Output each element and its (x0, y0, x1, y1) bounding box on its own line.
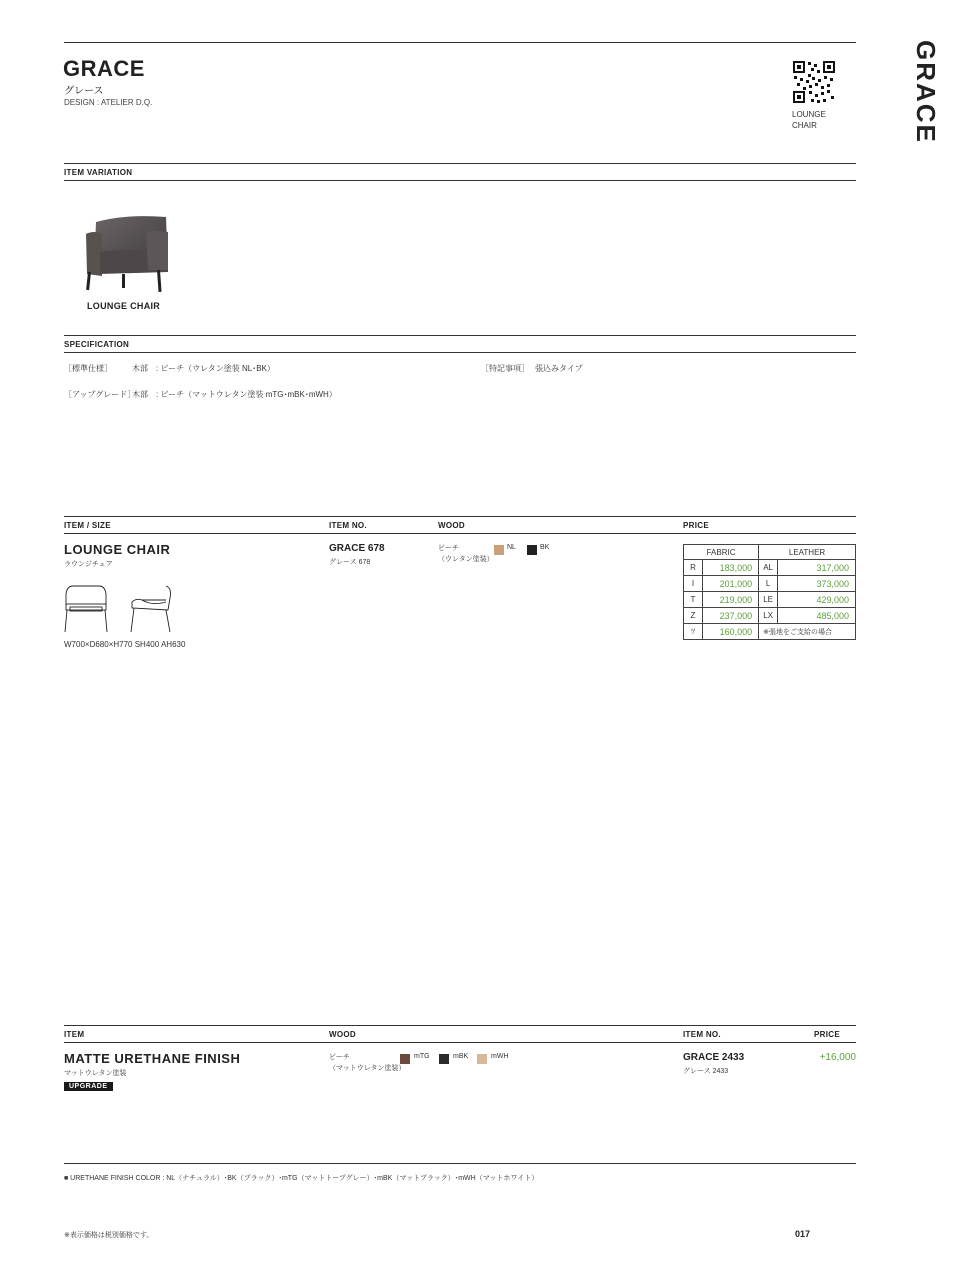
product-item-no: GRACE 678 (329, 543, 385, 554)
header-wood: WOOD (438, 521, 465, 530)
spec-upgrade-tag: ［アップグレード］ (64, 390, 136, 399)
price-table (683, 544, 856, 640)
urethane-color-note: ■ URETHANE FINISH COLOR : NL（ナチュラル）･BK（ブラック）･mTG（マットトープグレー）･mBK（マットブラック）･mWH（マットホワイト） (64, 1175, 539, 1182)
side-title: GRACE (911, 40, 941, 144)
price-row (684, 592, 856, 608)
qr-caption (792, 109, 826, 131)
leather-price: 485,000 (778, 608, 856, 624)
price-row (684, 608, 856, 624)
fabric-price: 237,000 (703, 608, 759, 624)
product-size: W700×D680×H770 SH400 AH630 (64, 640, 186, 649)
special-code: ﾂ (684, 624, 703, 640)
wood-swatch-nl (494, 545, 504, 555)
product-item-no-kana: グレース 678 (329, 559, 371, 566)
spec-upgrade-text: 木部 : ビーチ（マットウレタン塗装 mTG･mBK･mWH） (132, 390, 337, 399)
product-name: LOUNGE CHAIR (64, 542, 171, 557)
page-number: 017 (795, 1229, 811, 1239)
product-wood-line1: ビーチ (438, 545, 459, 552)
upgrade-name: MATTE URETHANE FINISH (64, 1051, 241, 1066)
special-price: 160,000 (703, 624, 759, 640)
price-row-special (684, 624, 856, 640)
wood-swatch-mwh (477, 1054, 487, 1064)
leather-code: LE (759, 592, 778, 608)
product-header-rule (64, 533, 856, 534)
fabric-header: FABRIC (684, 545, 759, 560)
variation-item-label[interactable]: LOUNGE CHAIR (87, 301, 161, 311)
page-title: GRACE (63, 56, 145, 81)
upgrade-item-no: GRACE 2433 (683, 1052, 745, 1063)
leather-price: 373,000 (778, 576, 856, 592)
wood-code-bk: BK (540, 544, 550, 551)
footer-rule (64, 1163, 856, 1164)
fabric-code: T (684, 592, 703, 608)
spec-standard-tag: ［標準仕様］ (64, 364, 112, 373)
spec-notes-text: 張込みタイプ (535, 364, 583, 373)
wood-code-mtg: mTG (414, 1053, 430, 1060)
upgrade-header-wood: WOOD (329, 1030, 356, 1039)
leather-code: AL (759, 560, 778, 576)
upgrade-header-item-no: ITEM NO. (683, 1030, 721, 1039)
lounge-chair-photo[interactable] (84, 212, 170, 294)
product-wood-line2: （ウレタン塗装） (438, 556, 494, 563)
fabric-code: Z (684, 608, 703, 624)
spec-top-rule (64, 335, 856, 336)
product-top-rule (64, 516, 856, 517)
fabric-code: R (684, 560, 703, 576)
designer-credit: DESIGN : ATELIER D.Q. (64, 98, 153, 107)
qr-caption-line2: CHAIR (792, 121, 817, 130)
leather-price: 429,000 (778, 592, 856, 608)
leather-header: LEATHER (759, 545, 856, 560)
wood-swatch-mbk (439, 1054, 449, 1064)
wood-swatch-bk (527, 545, 537, 555)
wood-swatch-mtg (400, 1054, 410, 1064)
upgrade-wood-line2: （マットウレタン塗装） (329, 1065, 406, 1072)
upgrade-item-no-kana: グレース 2433 (683, 1068, 729, 1075)
leather-price: 317,000 (778, 560, 856, 576)
wood-code-mwh: mWH (491, 1053, 509, 1060)
spec-standard-text: 木部 : ビーチ（ウレタン塗装 NL･BK） (132, 364, 275, 373)
header-item-size: ITEM / SIZE (64, 521, 111, 530)
upgrade-price: +16,000 (819, 1052, 856, 1063)
qr-caption-line1: LOUNGE (792, 110, 826, 119)
upgrade-header-price: PRICE (814, 1030, 840, 1039)
product-name-kana: ラウンジチェア (64, 561, 113, 568)
special-note: ※張地をご支給の場合 (759, 624, 856, 640)
item-variation-heading: ITEM VARIATION (64, 168, 133, 177)
upgrade-top-rule (64, 1025, 856, 1026)
wood-code-nl: NL (507, 544, 516, 551)
specification-heading: SPECIFICATION (64, 340, 130, 349)
upgrade-name-kana: マットウレタン塗装 (64, 1070, 127, 1077)
upgrade-wood-line1: ビーチ (329, 1054, 350, 1061)
qr-code-icon[interactable] (792, 60, 836, 104)
upgrade-badge: UPGRADE (64, 1082, 113, 1091)
fabric-code: I (684, 576, 703, 592)
price-row (684, 576, 856, 592)
variation-top-rule (64, 163, 856, 164)
header-price: PRICE (683, 521, 709, 530)
fabric-price: 219,000 (703, 592, 759, 608)
upgrade-header-rule (64, 1042, 856, 1043)
leather-code: L (759, 576, 778, 592)
top-rule (64, 42, 856, 43)
price-row (684, 560, 856, 576)
title-kana: グレース (64, 86, 104, 97)
side-view-drawing (128, 584, 174, 634)
leather-code: LX (759, 608, 778, 624)
fabric-price: 183,000 (703, 560, 759, 576)
spec-notes-tag: ［特記事項］ (481, 364, 529, 373)
fabric-price: 201,000 (703, 576, 759, 592)
variation-bottom-rule (64, 180, 856, 181)
front-view-drawing (63, 584, 109, 634)
spec-bottom-rule (64, 352, 856, 353)
tax-note: ※表示価格は税別価格です。 (64, 1232, 154, 1239)
header-item-no: ITEM NO. (329, 521, 367, 530)
wood-code-mbk: mBK (453, 1053, 469, 1060)
upgrade-header-item: ITEM (64, 1030, 85, 1039)
